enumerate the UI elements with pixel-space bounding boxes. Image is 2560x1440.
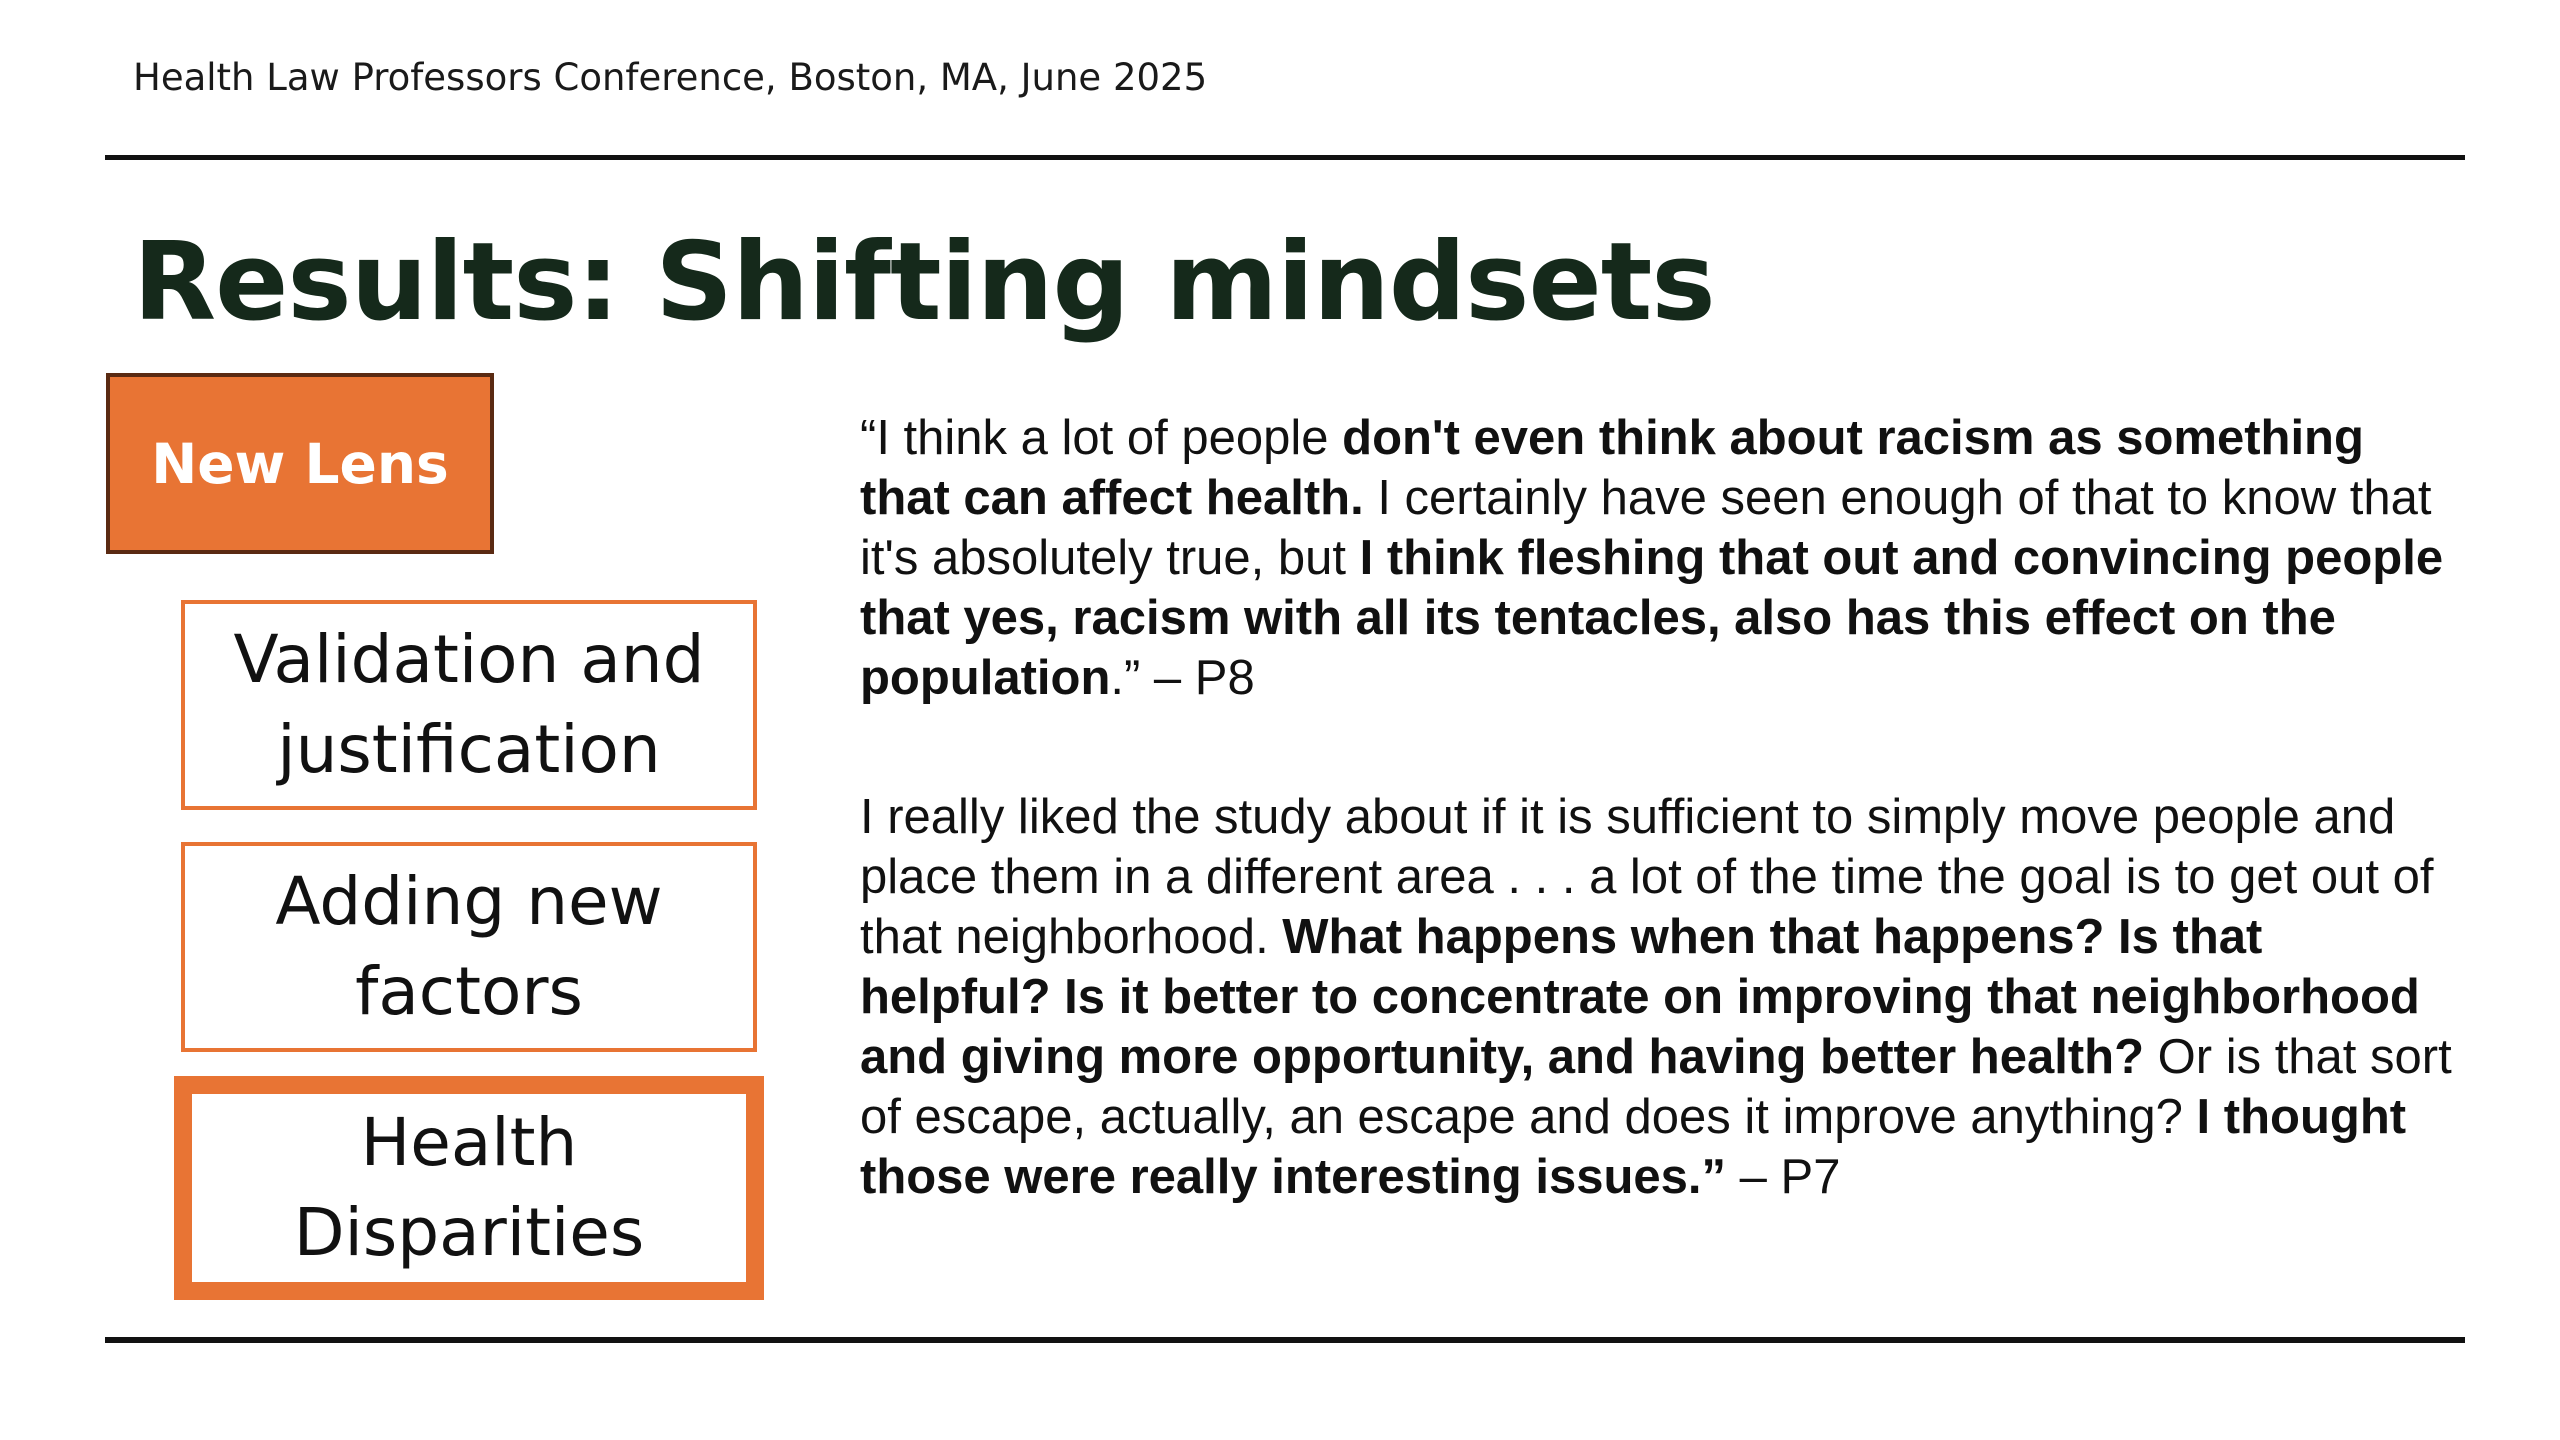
bottom-divider (105, 1337, 2465, 1343)
quote-text: Or is that sort of escape, actually, an escape and does it improve anything? (860, 1030, 2452, 1144)
quote-p7 (860, 787, 2460, 1207)
theme-text-line: Validation and (233, 621, 705, 698)
theme-text-line: Adding new (275, 863, 663, 940)
theme-box-validation (181, 600, 757, 810)
quote-p8 (860, 408, 2460, 708)
quote-emphasis: I thought those were really interesting issues.” (860, 1090, 2407, 1204)
new-lens-label: New Lens (106, 373, 494, 554)
quote-attribution: – P7 (1726, 1150, 1841, 1204)
slide-title: Results: Shifting mindsets (133, 220, 1715, 345)
theme-text-line: justification (277, 711, 661, 788)
theme-box-health-disparities (174, 1076, 764, 1300)
theme-text-line: Disparities (293, 1194, 645, 1271)
quote-attribution: .” – P8 (1110, 651, 1255, 705)
quote-emphasis: don't even think about racism as something that can affect health. (860, 411, 2364, 525)
top-divider (105, 155, 2465, 160)
theme-text-line: Health (360, 1104, 578, 1181)
quote-text: I really liked the study about if it is sufficient to simply move people and place them in a different area . . . a lot of the time the goal is to get out of that neighborhood. (860, 790, 2434, 964)
quote-text: “I think a lot of people (860, 411, 1343, 465)
theme-text-line: factors (355, 953, 583, 1030)
quote-text: I certainly have seen enough of that to know that it's absolutely true, but (860, 471, 2432, 585)
quote-emphasis: I think fleshing that out and convincing people that yes, racism with all its tentacles, also has this effect on the population (860, 531, 2444, 705)
theme-box-adding-factors (181, 842, 757, 1052)
conference-header: Health Law Professors Conference, Boston, MA, June 2025 (133, 56, 1208, 99)
quote-emphasis: What happens when that happens? Is that helpful? Is it better to concentrate on improving that neighborhood and giving more opportunity, and having better health? (860, 910, 2420, 1084)
